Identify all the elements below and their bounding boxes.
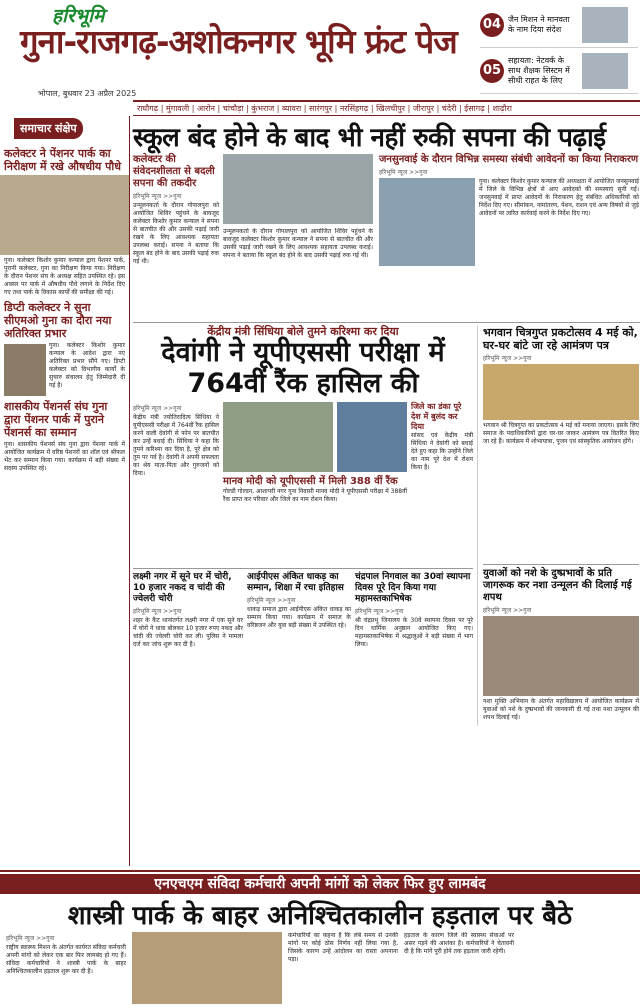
brief-headline[interactable]: शासकीय पेंशनर्स संघ गुना द्वारा पेंशनर पार्क में पुराने पेंशनर्स का सम्मान [4,400,108,439]
story-sapna [133,154,219,266]
brief-body: गुना। शासकीय पेंशनर्स संघ गुना द्वारा पेंशनर पार्क में आयोजित कार्यक्रम में वरिष्ठ पेंशनरों का शॉल एवं श्रीफल भेंट कर सम्मान किया गया। कार्यक्रम में बड़ी संख्या में सदस्य उपस्थित रहे। [4,441,125,472]
teaser-page-number: 05 [480,59,504,83]
story-headline[interactable]: जिले का डंका पूरे देश में बुलंद कर दिया [411,402,462,431]
story-devangi [133,326,473,399]
city-bar: राघौगढ़ | मुंगावली | आरोन | चांचौड़ा | कुंभराज | ब्यावरा | सारंगपुर | नरसिंहगढ़ | खिलचीपुर | जीरापुर | चंदेरी | ईसागढ़ | शाढ़ौरा [133,100,640,116]
teaser-photo [582,7,628,43]
story-photo [483,616,639,696]
teaser-panel [480,2,638,94]
story-photo [132,932,282,1004]
story-kicker: एनएचएम संविदा कर्मचारी अपनी मांगों को लेकर फिर हुए लामबंद [0,874,640,894]
news-brief-column [0,116,130,866]
brief-headline[interactable]: डिप्टी कलेक्टर ने सुना सीएमओ गुना का दौरा नया अतिरिक्त प्रभार [4,301,112,340]
story-headline[interactable]: मानव मोदी को यूपीएससी में मिली 388 वीं रैंक [223,476,398,487]
story-byline: हरिभूमि न्यूज >>गुना [133,405,182,412]
brand-logo: हरिभूमि [52,5,105,27]
story-body: कर्मचारियों का कहना है कि लंबे समय से उनकी मांगों पर कोई ठोस निर्णय नहीं लिया गया है, जिसके कारण उन्हें आंदोलन का रास्ता अपनाना पड़ा। [288,932,398,963]
brief-body: गुना। कलेक्टर किशोर कुमार कन्याल द्वारा पेंशनर पार्क, पुरानी कलेक्टर, गुना का निरीक्षण किया गया। निरीक्षण के दौरान पेंशनर संघ के अध्यक्ष सहित उपस्थित रहे। इस अवसर पर पार्क में औषधीय पौधे लगाने के निर्देश दिए गए तथा पार्क के विकास कार्यों की समीक्षा की गई। [4,257,125,296]
story-byline: हरिभूमि न्यूज >>गुना [483,355,532,362]
story-photo [223,402,333,472]
brief-headline[interactable]: कलेक्टर ने पेंशनर पार्क का निरीक्षण में रखे औषधीय पौधे [4,147,122,173]
story-byline: हरिभूमि न्यूज >>गुना [133,608,182,615]
story-body-column [6,932,126,1008]
story-body: गुना। कलेक्टर किशोर कुमार कन्याल की अध्यक्षता में आयोजित जनसुनवाई में जिले के विभिन्न क्षेत्रों से आए आवेदकों की समस्याएं सुनी गईं। जनसुनवाई में प्राप्त आवेदनों के निराकरण हेतु संबंधित अधिकारियों को निर्देश दिए गए। सीमांकन, नामांतरण, पेंशन, राशन एवं अन्य विषयों से जुड़े आवेदनों पर त्वरित कार्रवाई करने के निर्देश दिए गए। [479,178,640,217]
divider [133,568,473,569]
story-jansunwai [379,154,639,266]
story-photo [483,364,639,420]
story-headline[interactable]: आईपीएस अंकित धाकड़ का सम्मान, शिक्षा में रचा इतिहास [247,572,344,593]
story-body: हड़ताल के कारण जिले की स्वास्थ्य सेवाओं पर असर पड़ने की आशंका है। कर्मचारियों ने चेतावनी दी है कि मांगें पूरी होने तक हड़ताल जारी रहेगी। [404,932,514,955]
story-photo [379,178,475,266]
story-body-continued: उन्मूलनकर्ता के दौरान गोपालपुरा को आयोजित शिविर पहुंचने के बावजूद कलेक्टर किशोर कुमार कन्याल ने सपना से बातचीत की और उसकी पढ़ाई जारी रखने के लिए आवश्यक सहायता उपलब्ध कराई। सपना ने बताया कि स्कूल बंद होने के बाद उसकी पढ़ाई रुक गई थी। [223,228,373,259]
story-body: भगवान श्री चित्रगुप्त का प्रकटोत्सव 4 मई को मनाया जाएगा। इसके लिए समाज के पदाधिकारियों द्वारा घर-घर जाकर आमंत्रण पत्र वितरित किए जा रहे हैं। कार्यक्रम में शोभायात्रा, पूजन एवं सांस्कृतिक आयोजन होंगे। [483,422,639,445]
divider [483,564,639,565]
teaser-item[interactable] [480,48,638,94]
bottom-story [0,870,640,1008]
story-headline[interactable]: जनसुनवाई के दौरान विभिन्न समस्या संबंधी आवेदनों का किया निराकरण [379,154,639,165]
story-body-column [404,932,514,1008]
dateline: भोपाल, बुधवार 23 अप्रैल 2025 [38,89,137,98]
story-headline[interactable]: कलेक्टर की संवेदनशीलता से बदली सपना की तकदीर [133,154,215,189]
story-headline[interactable]: चंद्रपाल निगवाल का 30वां स्थापना दिवस पूरे दिन किया गया महामस्तकाभिषेक [355,572,471,604]
story-byline: हरिभूमि न्यूज >>गुना [133,193,182,200]
story-theft [133,572,243,649]
story-ips [247,572,351,630]
lead-headline[interactable]: स्कूल बंद होने के बाद भी नहीं रुकी सपना की पढ़ाई [133,123,606,153]
brief-photo [0,175,129,255]
story-body: धाकड़ समाज द्वारा आईपीएस अंकित धाकड़ का सम्मान किया गया। कार्यक्रम में समाज के वरिष्ठजन और युवा बड़ी संख्या में उपस्थित रहे। [247,606,351,629]
story-chandrapal [355,572,473,649]
story-headline[interactable]: भगवान चित्रगुप्त प्रकटोत्सव 4 मई को, घर-घर बांटे जा रहे आमंत्रण पत्र [483,326,638,352]
divider [477,326,478,726]
teaser-photo [582,53,628,89]
masthead [0,0,640,96]
story-byline: हरिभूमि न्यूज >>गुना [6,935,55,942]
story-byline: हरिभूमि न्यूज >>गुना [247,597,296,604]
story-district-fame [411,402,473,472]
story-body: सांसद एवं केंद्रीय मंत्री सिंधिया ने देवांगी को बधाई देते हुए कहा कि उन्होंने जिले का नाम पूरे देश में रोशन किया है। [411,432,473,471]
story-body-column [288,932,398,1008]
story-byline: हरिभूमि न्यूज >>गुना [355,608,404,615]
brief-portrait [4,344,46,396]
story-headline[interactable]: शास्त्री पार्क के बाहर अनिश्चितकालीन हड़ताल पर बैठे [67,901,573,931]
story-body: गोल्डी गोल्डन, आशापरी नगर गुना निवासी मानव मोदी ने यूपीएससी परीक्षा में 388वीं रैंक प्राप्त कर परिवार और जिले का नाम रोशन किया। [223,488,407,503]
story-body: श्री चंद्रप्रभु जिनालय के 30वें स्थापना दिवस पर पूरे दिन धार्मिक अनुष्ठान आयोजित किए गए। महामस्तकाभिषेक में श्रद्धालुओं ने बड़ी संख्या में भाग लिया। [355,617,473,648]
story-headline[interactable]: देवांगी ने यूपीएससी परीक्षा में 764वीं रैंक हासिल की [161,337,445,399]
divider [133,322,640,323]
story-photo [223,154,373,224]
story-body: नशा मुक्ति अभियान के अंतर्गत महाविद्यालय में आयोजित कार्यक्रम में युवाओं को नशे के दुष्प्रभावों की जानकारी दी गई तथा नशा उन्मूलन की शपथ दिलाई गई। [483,698,639,721]
story-devangi-body [133,402,219,478]
story-body: शहर के कैंट थानांतर्गत लक्ष्मी नगर में एक सूने घर में चोरों ने धावा बोलकर 10 हजार रुपए नकद और चांदी की ज्वेलरी चोरी कर ली। पुलिस ने मामला दर्ज कर जांच शुरू कर दी है। [133,617,243,648]
story-body: राष्ट्रीय स्वास्थ्य मिशन के अंतर्गत कार्यरत संविदा कर्मचारी अपनी मांगों को लेकर एक बार फिर लामबंद हो गए हैं। संविदा कर्मचारियों ने शास्त्री पार्क के बाहर अनिश्चितकालीन हड़ताल शुरू कर दी है। [6,944,126,975]
section-heading: समाचार संक्षेप [14,118,83,139]
story-manav [223,476,407,504]
brief-body: गुना। कलेक्टर किशोर कुमार कन्याल के आदेश द्वारा नए अतिरिक्त प्रभार सौंपे गए। डिप्टी कलेक्टर को विभागीय कार्यों के सुचारु संचालन हेतु जिम्मेदारी दी गई है। [49,342,125,389]
teaser-item[interactable] [480,2,638,48]
teaser-text: जैन मिशन ने मानवता के नाम दिया संदेश [508,14,570,34]
story-headline[interactable]: युवाओं को नशे के दुष्प्रभावों के प्रति जागरूक कर नशा उन्मूलन की दिलाई गई शपथ [483,568,632,603]
page-title: गुना-राजगढ़-अशोकनगर भूमि फ्रंट पेज [20,22,457,61]
story-byline: हरिभूमि न्यूज >>गुना [379,169,428,176]
story-kicker: केंद्रीय मंत्री सिंधिया बोले तुमने करिश्मा कर दिया [207,325,399,338]
story-headline[interactable]: लक्ष्मी नगर में सूने घर में चोरी, 10 हजार नकद व चांदी की ज्वेलरी चोरी [133,572,232,604]
story-photo [337,402,407,472]
story-body: केंद्रीय मंत्री ज्योतिरादित्य सिंधिया ने यूपीएससी परीक्षा में 764वीं रैंक हासिल करने वाली देवांगी से फोन पर बातचीत कर उन्हें बधाई दी। सिंधिया ने कहा कि तुमने करिश्मा कर दिया है, पूरे क्षेत्र को तुम पर गर्व है। देवांगी ने अपनी सफलता का श्रेय माता-पिता और गुरुजनों को दिया। [133,414,219,477]
teaser-page-number: 04 [480,13,504,37]
teaser-text: सहायता: नेटवर्क के साथ शैक्षक सिस्टम में सीधी राहत के लिए [508,55,570,85]
story-byline: हरिभूमि न्यूज >>गुना [483,607,532,614]
story-chitragupt [483,326,639,446]
story-body: उन्मूलनकर्ता के दौरान गोपालपुरा को आयोजित शिविर पहुंचने के बावजूद कलेक्टर किशोर कुमार कन्याल ने सपना से बातचीत की और उसकी पढ़ाई जारी रखने के लिए आवश्यक सहायता उपलब्ध कराई। सपना ने बताया कि स्कूल बंद होने के बाद उसकी पढ़ाई रुक गई थी। [133,202,219,265]
story-anti-drug [483,568,639,722]
